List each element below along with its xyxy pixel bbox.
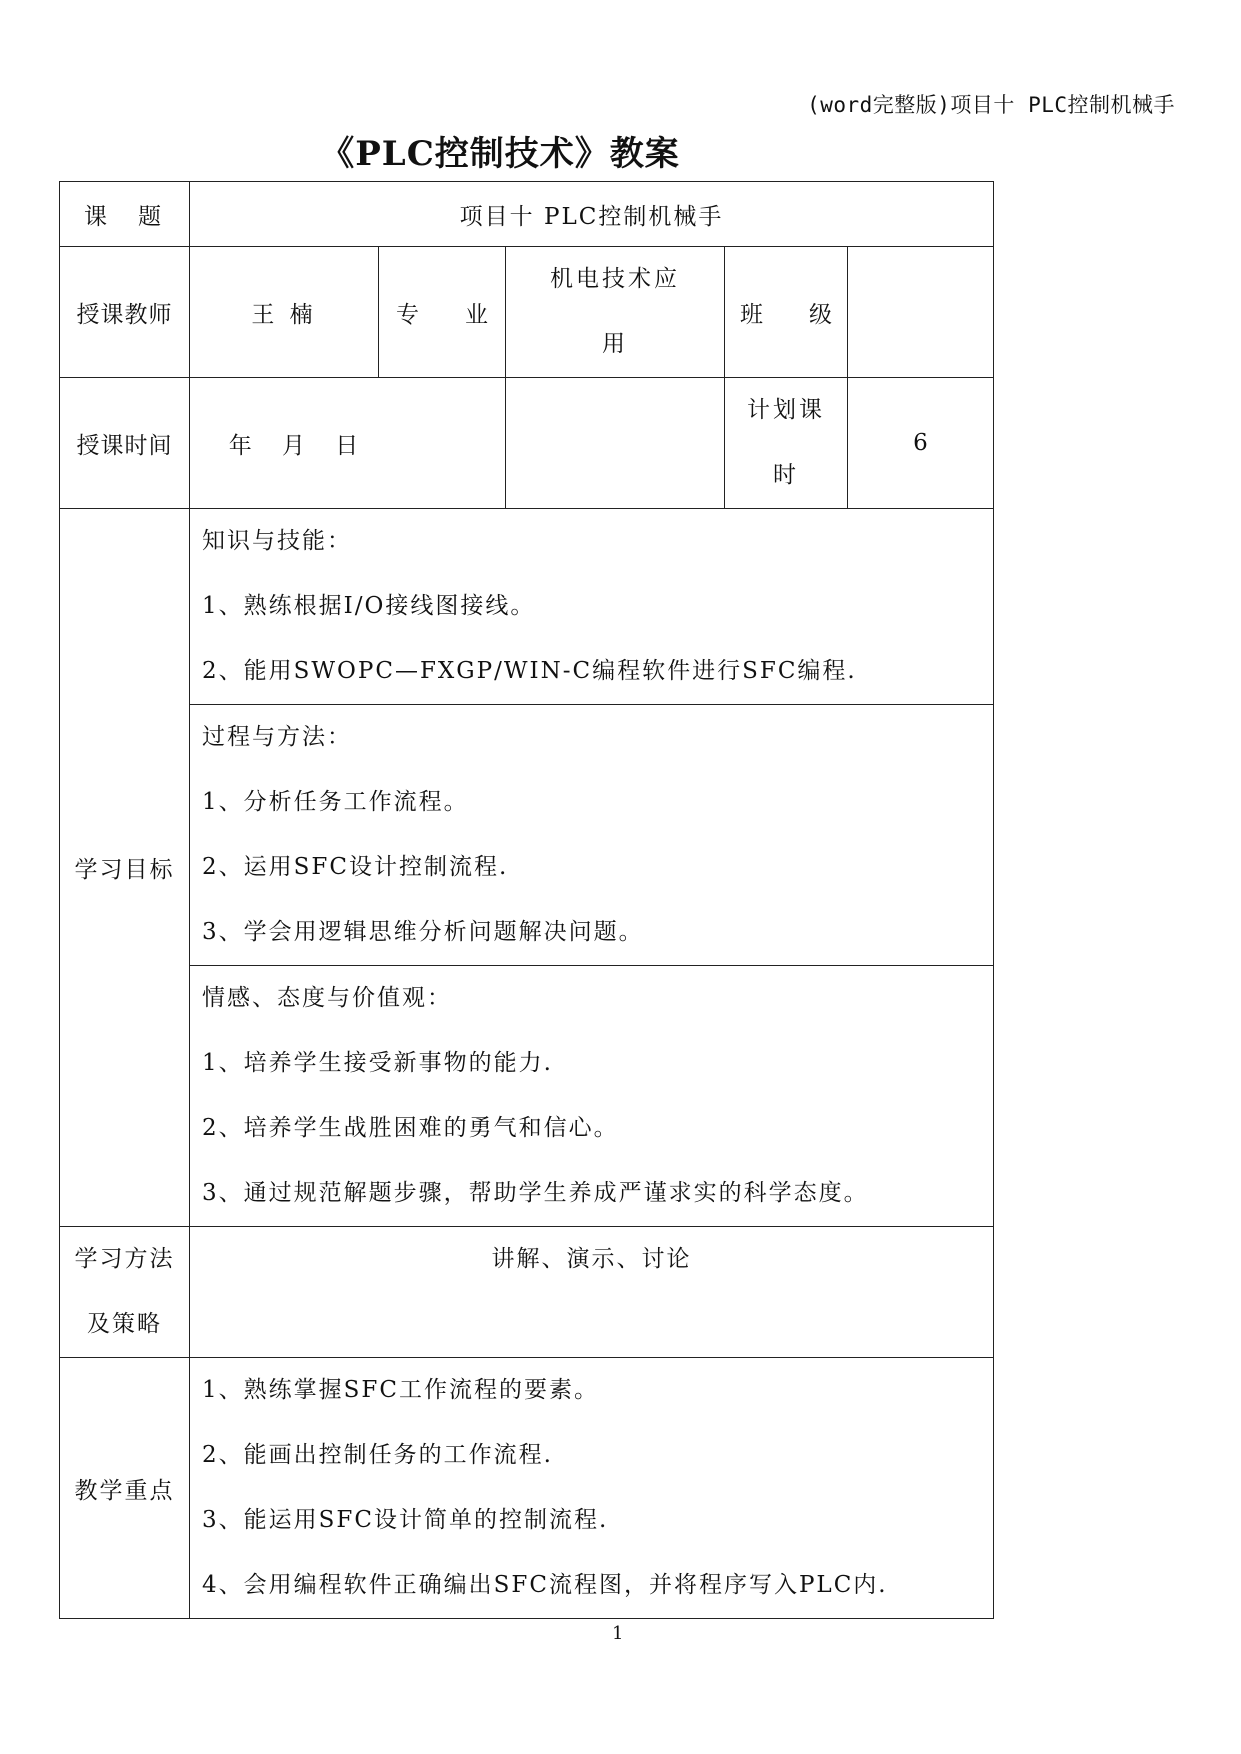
major-value-line1: 机电技术应: [550, 266, 680, 292]
attitude-item: 3、通过规范解题步骤，帮助学生养成严谨求实的科学态度。: [202, 1180, 869, 1206]
objectives-knowledge-row: [60, 509, 994, 705]
knowledge-heading: 知识与技能：: [202, 528, 352, 554]
running-header: (word完整版)项目十 PLC控制机械手: [807, 93, 1175, 117]
key-points-block: [190, 1358, 994, 1619]
hours-label-line1: 计划课: [747, 397, 825, 423]
knowledge-item: 1、熟练根据I/O接线图接线。: [202, 593, 536, 619]
hours-label: [725, 378, 848, 509]
knowledge-block: [190, 509, 994, 705]
method-row: [60, 1227, 994, 1358]
process-item: 2、运用SFC设计控制流程.: [202, 854, 509, 880]
hours-label-line2: 时: [773, 462, 799, 488]
method-label-line2: 及策略: [87, 1311, 162, 1337]
topic-row: [60, 182, 994, 247]
process-item: 1、分析任务工作流程。: [202, 789, 469, 815]
teacher-row: [60, 247, 994, 378]
process-item: 3、学会用逻辑思维分析问题解决问题。: [202, 919, 644, 945]
key-point-item: 3、能运用SFC设计简单的控制流程.: [202, 1507, 609, 1533]
key-point-item: 4、会用编程软件正确编出SFC流程图，并将程序写入PLC内.: [202, 1572, 888, 1598]
key-points-row: [60, 1358, 994, 1619]
attitude-heading: 情感、态度与价值观：: [202, 985, 452, 1011]
class-label: 班 级: [725, 247, 848, 378]
objectives-process-row: [60, 705, 994, 966]
major-label: 专 业: [379, 247, 506, 378]
lesson-plan-table: [59, 181, 994, 1619]
attitude-block: [190, 966, 994, 1227]
objectives-attitude-row: [60, 966, 994, 1227]
major-value: [506, 247, 725, 378]
major-value-line2: 用: [602, 331, 628, 357]
time-row: [60, 378, 994, 509]
hours-value: 6: [848, 378, 994, 509]
page-number: 1: [612, 1623, 624, 1644]
knowledge-item: 2、能用SWOPC—FXGP/WIN-C编程软件进行SFC编程.: [202, 658, 857, 684]
teacher-value: 王 楠: [190, 247, 379, 378]
key-point-item: 2、能画出控制任务的工作流程.: [202, 1442, 553, 1468]
time-value: 年 月 日: [190, 378, 506, 509]
topic-value: 项目十 PLC控制机械手: [190, 182, 994, 247]
document-title: 《PLC控制技术》教案: [320, 134, 680, 174]
topic-label: 课 题: [60, 182, 190, 247]
key-point-item: 1、熟练掌握SFC工作流程的要素。: [202, 1377, 599, 1403]
method-label: [60, 1227, 190, 1358]
objectives-label: 学习目标: [60, 509, 190, 1227]
method-label-line1: 学习方法: [74, 1246, 175, 1272]
attitude-item: 1、培养学生接受新事物的能力.: [202, 1050, 553, 1076]
key-points-label: 教学重点: [60, 1358, 190, 1619]
process-heading: 过程与方法：: [202, 724, 352, 750]
teacher-label: 授课教师: [60, 247, 190, 378]
method-value: 讲解、演示、讨论: [190, 1227, 994, 1358]
class-value: [848, 247, 994, 378]
time-extra: [506, 378, 725, 509]
time-label: 授课时间: [60, 378, 190, 509]
process-block: [190, 705, 994, 966]
attitude-item: 2、培养学生战胜困难的勇气和信心。: [202, 1115, 619, 1141]
